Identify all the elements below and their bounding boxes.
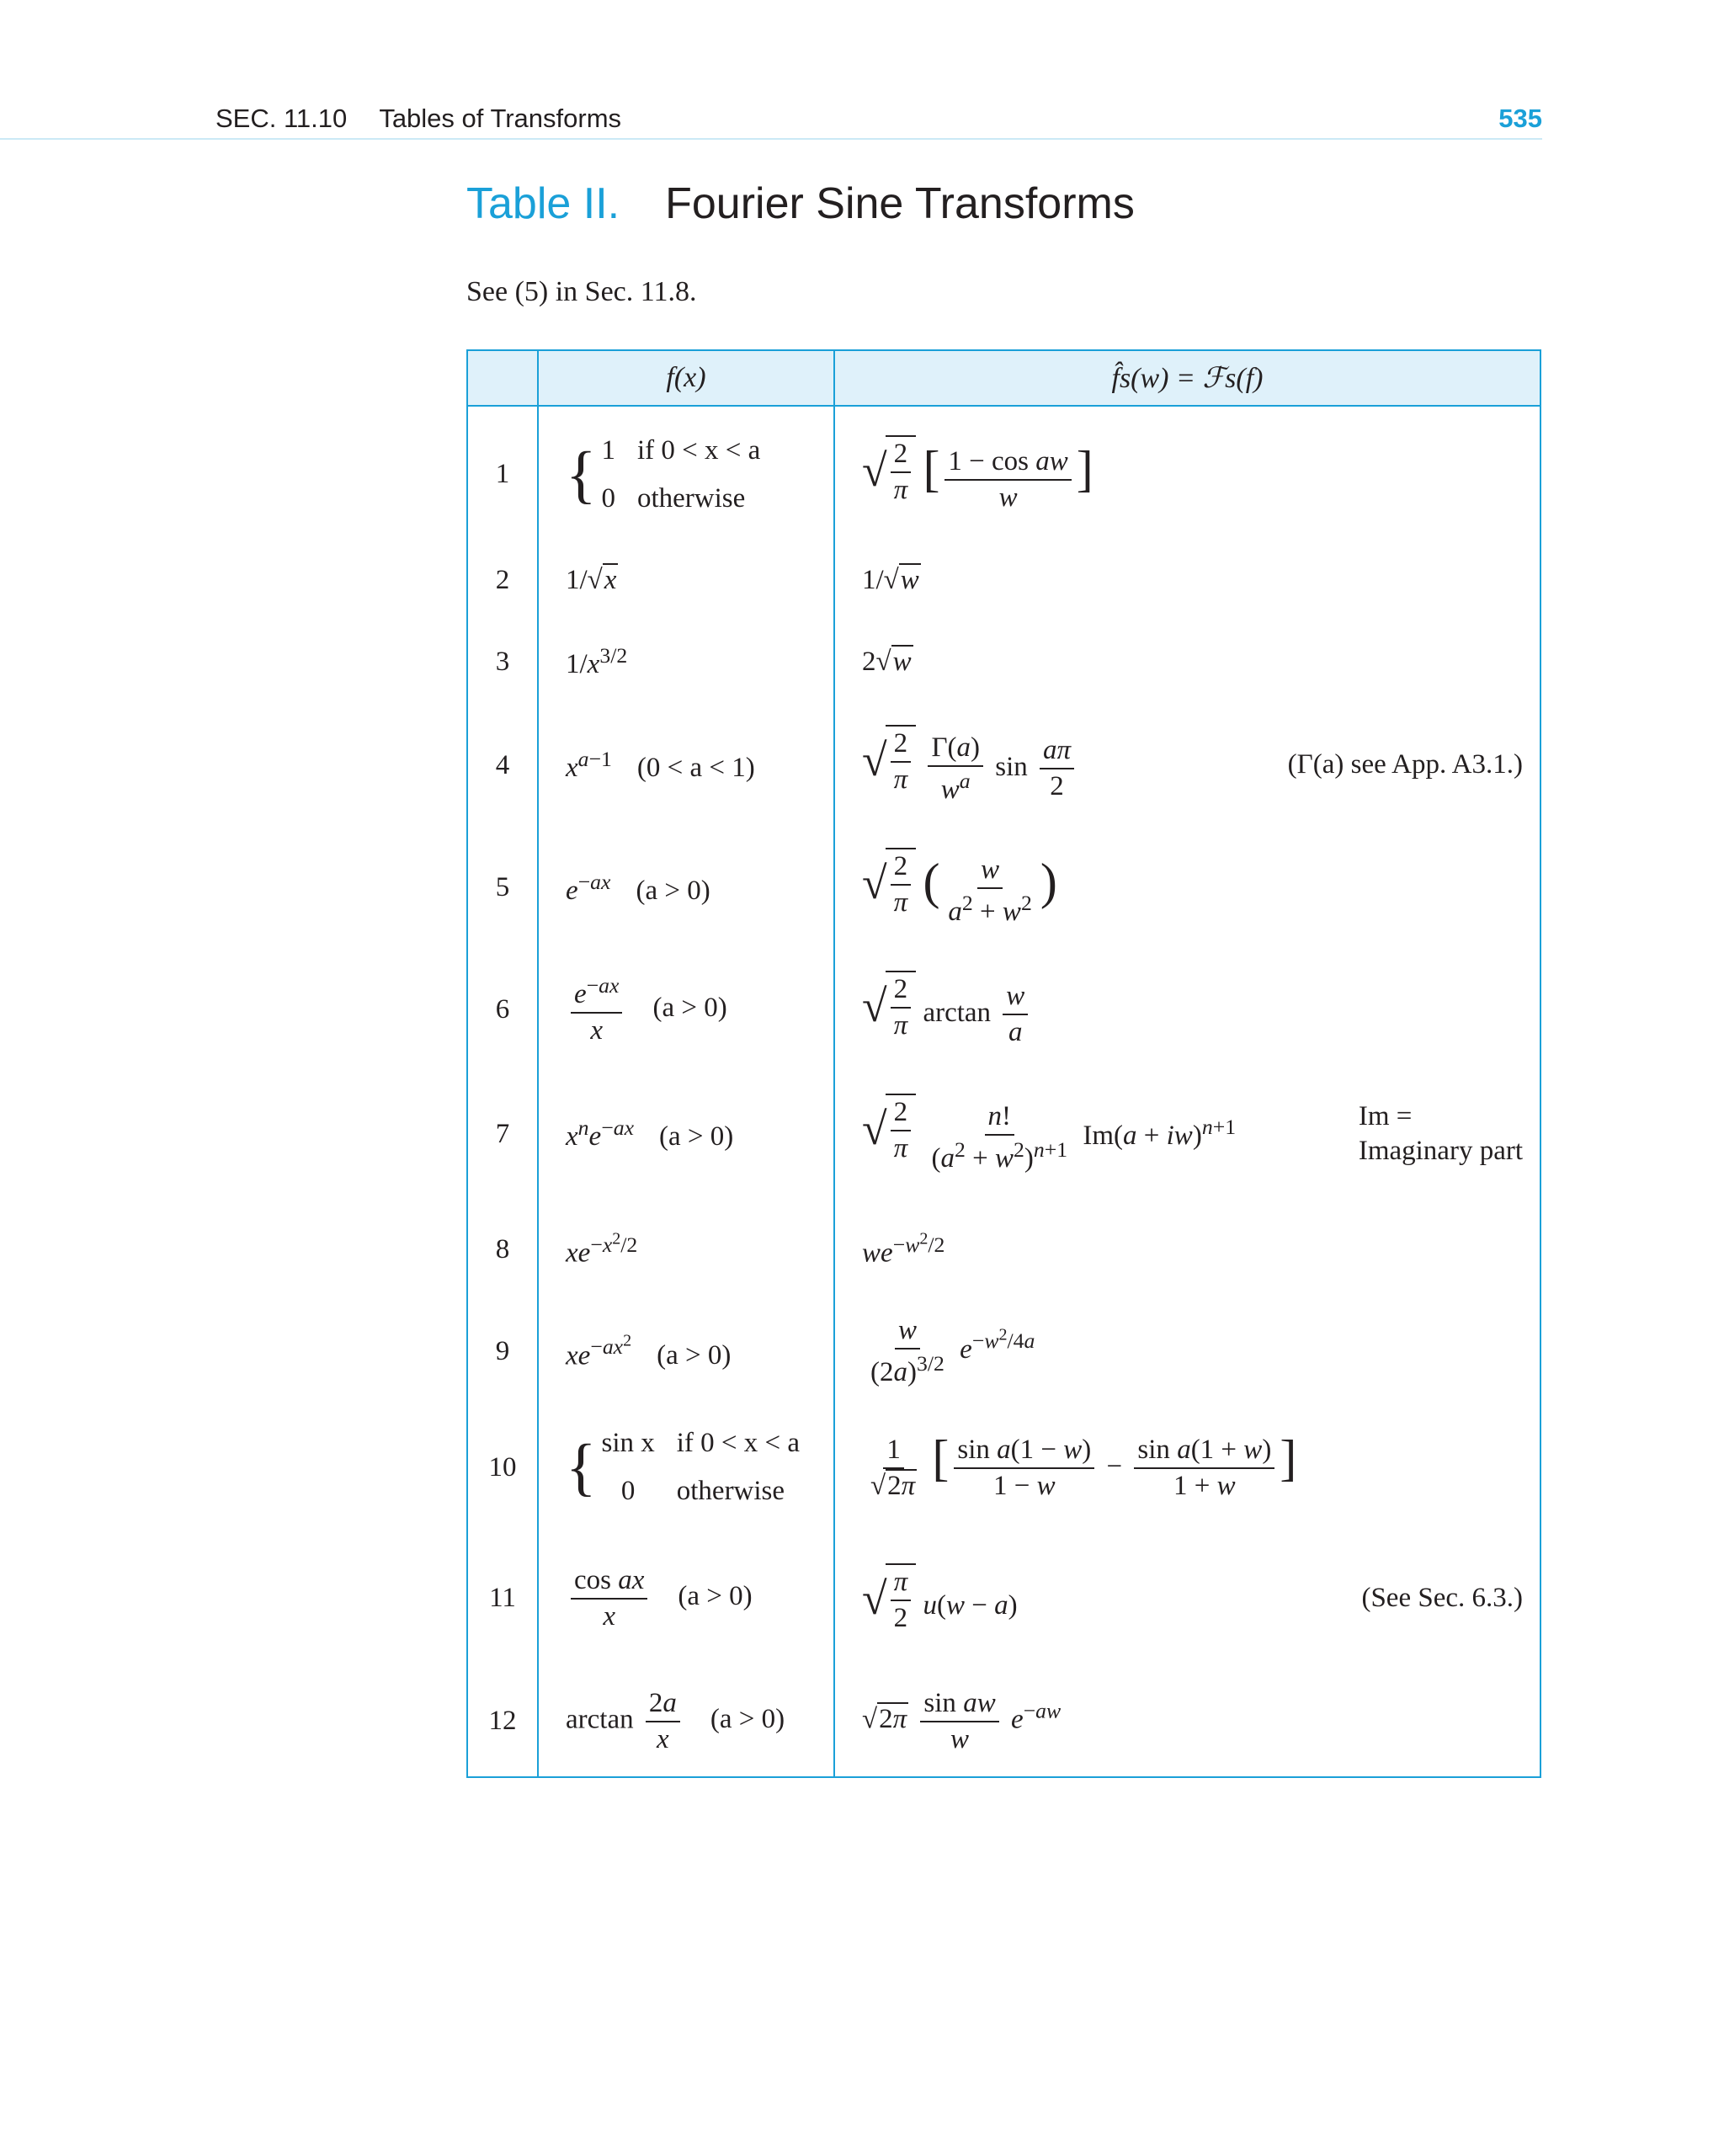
fx-cell: $xe^{-x^2/2}$ xyxy=(538,1200,834,1299)
condition: (a > 0) xyxy=(659,1121,734,1152)
section-title: Tables of Transforms xyxy=(379,104,622,133)
table-row xyxy=(467,1404,1540,1530)
fx-cell: $x^{a-1}$ (0 < a < 1) xyxy=(538,705,834,825)
table-title: Fourier Sine Transforms xyxy=(665,179,1135,228)
table-row xyxy=(467,618,1540,705)
fs-cell: √2π $\frac{\text{sin aw}}{w}$ $e^{-aw}$ xyxy=(834,1666,1540,1777)
page-number: 535 xyxy=(1498,104,1542,133)
fs-cell: √ $\frac{\pi}{2}$ u(w − a) (See Sec. 6.3.) xyxy=(834,1530,1540,1666)
fs-cell: 1/√w xyxy=(834,542,1540,618)
row-note: (Γ(a) see App. A3.1.) xyxy=(1287,749,1523,780)
row-number: 4 xyxy=(467,705,538,825)
fs-cell: $\frac{1}{√2\pi}$ [ $\frac{\text{sin a(1 − w)}}{1 - w}$ − $\frac{\text{sin a(1 + w)}}{1 + w}$ ] xyxy=(834,1404,1540,1530)
intro-text: See (5) in Sec. 11.8. xyxy=(466,276,697,307)
running-header xyxy=(216,104,621,134)
condition: (a > 0) xyxy=(710,1704,785,1735)
table-row xyxy=(467,542,1540,618)
fx-cell: $\frac{e^{-ax}}{x}$ (a > 0) xyxy=(538,950,834,1068)
section-number: SEC. 11.10 xyxy=(216,104,348,133)
row-number: 1 xyxy=(467,406,538,542)
fs-cell: √ $\frac{2}{\pi}$ $\frac{\Gamma(a)}{w^a}$ sin $\frac{a\pi}{2}$ (Γ(a) see App. A3.1.) xyxy=(834,705,1540,825)
condition: (a > 0) xyxy=(657,1340,732,1371)
row-number: 2 xyxy=(467,542,538,618)
table-header-row xyxy=(467,350,1540,406)
fourier-sine-table xyxy=(466,349,1541,1778)
row-note: (See Sec. 6.3.) xyxy=(1361,1582,1523,1613)
fs-cell: √ $\frac{2}{\pi}$ $\frac{n!}{(a^2 + w^2)^{n+1}}$ Im(a + iw)$^{n+1}$ Im = Imaginary part xyxy=(834,1068,1540,1200)
row-number: 12 xyxy=(467,1666,538,1777)
fs-cell: $we^{-w^2/2}$ xyxy=(834,1200,1540,1299)
fs-cell: 2√w xyxy=(834,618,1540,705)
fs-cell: $\frac{w}{(2a)^{3/2}}$ $e^{-w^2/4a}$ xyxy=(834,1299,1540,1404)
fx-cell: $x^ne^{-ax}$ (a > 0) xyxy=(538,1068,834,1200)
fs-cell: √ $\frac{2}{\pi}$ arctan $\frac{w}{a}$ xyxy=(834,950,1540,1068)
row-number: 11 xyxy=(467,1530,538,1666)
fx-cell: $\frac{\text{cos ax}}{x}$ (a > 0) xyxy=(538,1530,834,1666)
row-number: 6 xyxy=(467,950,538,1068)
header-number xyxy=(467,350,538,406)
condition: (a > 0) xyxy=(652,992,727,1023)
table-row xyxy=(467,1068,1540,1200)
row-number: 7 xyxy=(467,1068,538,1200)
fx-cell: $xe^{-ax^2}$ (a > 0) xyxy=(538,1299,834,1404)
piecewise-function: { sin x if 0 < x < a 0 otherwise xyxy=(566,1428,801,1506)
row-number: 8 xyxy=(467,1200,538,1299)
header-fs: f̂s(w) = ℱs(f) xyxy=(834,350,1540,406)
fx-cell xyxy=(538,406,834,542)
header-fx: f(x) xyxy=(538,350,834,406)
fx-cell: $e^{-ax}$ (a > 0) xyxy=(538,825,834,950)
table-label: Table II. xyxy=(466,179,620,228)
table-row xyxy=(467,1530,1540,1666)
condition: (a > 0) xyxy=(678,1581,753,1612)
fx-cell: arctan $\frac{2a}{x}$ (a > 0) xyxy=(538,1666,834,1777)
row-number: 3 xyxy=(467,618,538,705)
condition: (0 < a < 1) xyxy=(636,753,755,783)
row-number: 5 xyxy=(467,825,538,950)
fs-cell: √ $\frac{2}{\pi}$ [ $\frac{\text{1 − cos aw}}{w}$ ] xyxy=(834,406,1540,542)
table-row xyxy=(467,406,1540,542)
piecewise-function: { 1 if 0 < x < a 0 otherwise xyxy=(566,434,761,514)
fx-cell: 1/√x xyxy=(538,542,834,618)
fs-cell: √ $\frac{2}{\pi}$ ( $\frac{w}{a^2 + w^2}$ ) xyxy=(834,825,1540,950)
table-row xyxy=(467,950,1540,1068)
row-number: 10 xyxy=(467,1404,538,1530)
table-row xyxy=(467,825,1540,950)
header-rule xyxy=(0,138,1542,140)
condition: (a > 0) xyxy=(636,875,710,906)
table-row xyxy=(467,1299,1540,1404)
table-row xyxy=(467,1200,1540,1299)
fx-cell: $1/x^{3/2}$ xyxy=(538,618,834,705)
row-note: Im = Imaginary part xyxy=(1358,1100,1523,1166)
row-number: 9 xyxy=(467,1299,538,1404)
fx-cell xyxy=(538,1404,834,1530)
table-row xyxy=(467,705,1540,825)
table-row xyxy=(467,1666,1540,1777)
table-heading xyxy=(466,178,1135,229)
